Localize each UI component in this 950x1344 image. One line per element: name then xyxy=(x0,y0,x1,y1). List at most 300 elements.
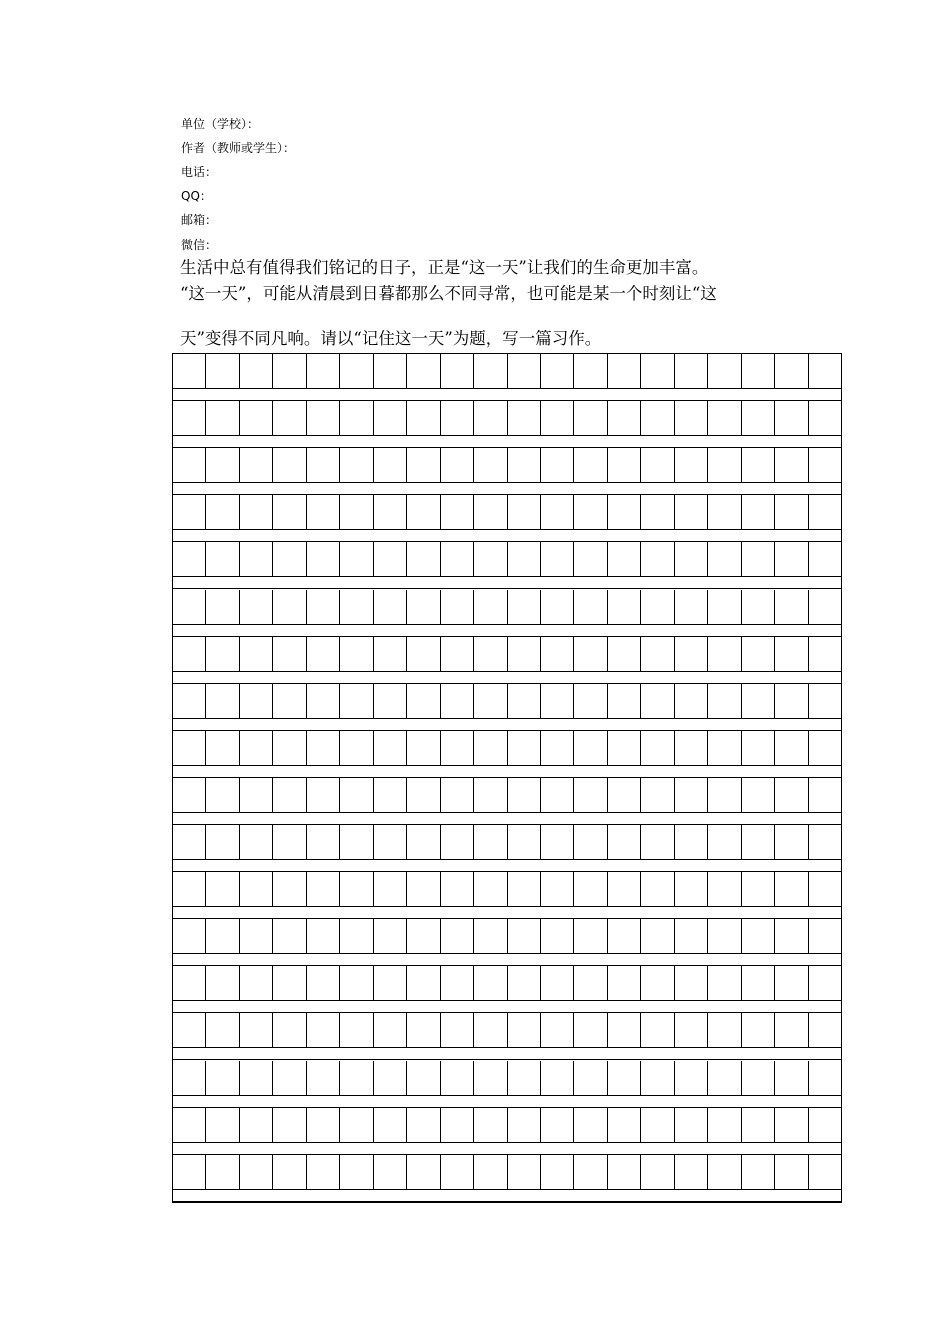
grid-cell xyxy=(541,1108,574,1142)
grid-cell xyxy=(374,731,407,765)
grid-cell xyxy=(775,872,808,906)
grid-cell xyxy=(340,354,373,388)
grid-cell xyxy=(775,448,808,482)
grid-cell xyxy=(508,778,541,812)
grid-row-gap xyxy=(173,953,841,966)
grid-cell xyxy=(508,1108,541,1142)
grid-cell xyxy=(340,1013,373,1047)
grid-row xyxy=(173,637,841,671)
grid-cell xyxy=(273,1155,306,1189)
grid-cell xyxy=(541,354,574,388)
author-field-label: 作者（教师或学生）： xyxy=(181,141,296,155)
grid-cell xyxy=(708,637,741,671)
grid-cell xyxy=(742,495,775,529)
grid-cell xyxy=(474,448,507,482)
grid-cell xyxy=(775,684,808,718)
grid-cell xyxy=(474,1061,507,1095)
grid-cell xyxy=(173,966,206,1000)
grid-row xyxy=(173,872,841,906)
grid-cell xyxy=(742,1061,775,1095)
grid-cell xyxy=(407,448,440,482)
grid-row-gap xyxy=(173,765,841,778)
grid-cell xyxy=(307,919,340,953)
grid-cell xyxy=(206,1155,239,1189)
grid-cell xyxy=(340,872,373,906)
grid-cell xyxy=(273,1108,306,1142)
prompt-line-1: 生活中总有值得我们铭记的日子，正是“这一天”让我们的生命更加丰富。 xyxy=(180,258,709,277)
grid-cell xyxy=(307,448,340,482)
grid-cell xyxy=(742,919,775,953)
grid-cell xyxy=(508,966,541,1000)
grid-cell xyxy=(173,731,206,765)
grid-cell xyxy=(173,1013,206,1047)
grid-cell xyxy=(541,966,574,1000)
grid-cell xyxy=(407,825,440,859)
grid-cell xyxy=(641,966,674,1000)
grid-cell xyxy=(474,542,507,576)
grid-cell xyxy=(608,966,641,1000)
grid-cell xyxy=(574,1061,607,1095)
grid-cell xyxy=(441,919,474,953)
grid-cell xyxy=(307,872,340,906)
grid-row xyxy=(173,1013,841,1047)
grid-cell xyxy=(809,966,841,1000)
grid-cell xyxy=(374,966,407,1000)
grid-cell xyxy=(608,778,641,812)
grid-cell xyxy=(508,919,541,953)
grid-cell xyxy=(641,1155,674,1189)
grid-cell xyxy=(307,590,340,624)
grid-cell xyxy=(574,1013,607,1047)
grid-cell xyxy=(541,590,574,624)
grid-cell xyxy=(240,1108,273,1142)
grid-cell xyxy=(374,919,407,953)
grid-cell xyxy=(742,401,775,435)
grid-cell xyxy=(307,401,340,435)
grid-cell xyxy=(407,1155,440,1189)
grid-cell xyxy=(441,1108,474,1142)
grid-cell xyxy=(775,495,808,529)
grid-cell xyxy=(809,495,841,529)
grid-row xyxy=(173,919,841,953)
grid-cell xyxy=(608,1108,641,1142)
grid-cell xyxy=(206,542,239,576)
grid-cell xyxy=(173,1155,206,1189)
grid-cell xyxy=(641,919,674,953)
grid-cell xyxy=(541,825,574,859)
grid-cell xyxy=(240,637,273,671)
grid-cell xyxy=(775,1013,808,1047)
grid-cell xyxy=(675,919,708,953)
grid-cell xyxy=(206,401,239,435)
grid-cell xyxy=(608,825,641,859)
email-field-label: 邮箱： xyxy=(181,213,218,227)
grid-cell xyxy=(273,1013,306,1047)
grid-cell xyxy=(775,590,808,624)
grid-row-gap xyxy=(173,388,841,401)
grid-cell xyxy=(775,1155,808,1189)
grid-cell xyxy=(407,590,440,624)
grid-cell xyxy=(206,684,239,718)
grid-cell xyxy=(508,637,541,671)
grid-cell xyxy=(340,778,373,812)
grid-cell xyxy=(206,354,239,388)
grid-row-gap xyxy=(173,1047,841,1060)
grid-cell xyxy=(273,495,306,529)
grid-row-gap xyxy=(173,671,841,684)
grid-cell xyxy=(809,448,841,482)
grid-cell xyxy=(809,684,841,718)
grid-cell xyxy=(407,778,440,812)
grid-cell xyxy=(641,590,674,624)
grid-cell xyxy=(340,731,373,765)
grid-cell xyxy=(708,1013,741,1047)
grid-cell xyxy=(675,684,708,718)
grid-cell xyxy=(206,495,239,529)
grid-cell xyxy=(374,1108,407,1142)
grid-cell xyxy=(574,919,607,953)
grid-cell xyxy=(809,401,841,435)
grid-cell xyxy=(809,919,841,953)
grid-cell xyxy=(641,495,674,529)
grid-cell xyxy=(474,637,507,671)
grid-cell xyxy=(574,1155,607,1189)
grid-cell xyxy=(541,919,574,953)
grid-cell xyxy=(340,590,373,624)
grid-cell xyxy=(307,1155,340,1189)
grid-cell xyxy=(474,495,507,529)
grid-cell xyxy=(273,731,306,765)
grid-cell xyxy=(574,354,607,388)
grid-cell xyxy=(675,1061,708,1095)
grid-cell xyxy=(675,590,708,624)
grid-cell xyxy=(742,684,775,718)
grid-cell xyxy=(407,495,440,529)
grid-cell xyxy=(173,1061,206,1095)
grid-cell xyxy=(508,495,541,529)
grid-cell xyxy=(508,731,541,765)
grid-row xyxy=(173,590,841,624)
grid-cell xyxy=(675,495,708,529)
grid-cell xyxy=(474,590,507,624)
grid-cell xyxy=(708,778,741,812)
grid-cell xyxy=(273,354,306,388)
grid-row-gap xyxy=(173,1000,841,1013)
grid-cell xyxy=(574,1108,607,1142)
grid-cell xyxy=(675,872,708,906)
grid-cell xyxy=(608,731,641,765)
grid-cell xyxy=(641,1013,674,1047)
grid-cell xyxy=(441,778,474,812)
grid-cell xyxy=(441,448,474,482)
grid-cell xyxy=(574,966,607,1000)
grid-cell xyxy=(675,401,708,435)
grid-row-gap xyxy=(173,812,841,825)
grid-cell xyxy=(641,872,674,906)
grid-cell xyxy=(407,637,440,671)
grid-cell xyxy=(273,825,306,859)
grid-cell xyxy=(541,448,574,482)
grid-cell xyxy=(240,1013,273,1047)
grid-cell xyxy=(273,637,306,671)
grid-cell xyxy=(273,590,306,624)
grid-cell xyxy=(173,495,206,529)
grid-cell xyxy=(574,542,607,576)
grid-cell xyxy=(307,778,340,812)
grid-cell xyxy=(508,354,541,388)
grid-cell xyxy=(240,778,273,812)
grid-cell xyxy=(675,731,708,765)
grid-cell xyxy=(675,966,708,1000)
grid-cell xyxy=(240,542,273,576)
grid-cell xyxy=(608,542,641,576)
grid-cell xyxy=(173,872,206,906)
grid-cell xyxy=(809,1013,841,1047)
grid-cell xyxy=(508,590,541,624)
grid-row xyxy=(173,495,841,529)
grid-cell xyxy=(340,684,373,718)
grid-row xyxy=(173,684,841,718)
grid-cell xyxy=(708,401,741,435)
grid-cell xyxy=(708,542,741,576)
grid-cell xyxy=(474,731,507,765)
grid-cell xyxy=(407,919,440,953)
grid-cell xyxy=(541,684,574,718)
grid-cell xyxy=(574,590,607,624)
grid-cell xyxy=(173,637,206,671)
grid-cell xyxy=(273,448,306,482)
grid-cell xyxy=(641,684,674,718)
grid-cell xyxy=(273,966,306,1000)
grid-cell xyxy=(809,1155,841,1189)
grid-cell xyxy=(574,731,607,765)
grid-cell xyxy=(742,778,775,812)
grid-cell xyxy=(608,354,641,388)
grid-cell xyxy=(273,684,306,718)
grid-cell xyxy=(441,872,474,906)
grid-cell xyxy=(708,684,741,718)
composition-grid xyxy=(172,353,842,1203)
grid-cell xyxy=(173,590,206,624)
grid-cell xyxy=(206,825,239,859)
grid-cell xyxy=(742,1013,775,1047)
grid-cell xyxy=(307,684,340,718)
qq-field-label: QQ： xyxy=(181,189,212,203)
grid-cell xyxy=(608,1061,641,1095)
grid-cell xyxy=(708,731,741,765)
grid-cell xyxy=(708,1061,741,1095)
grid-cell xyxy=(708,448,741,482)
grid-row-gap xyxy=(173,624,841,637)
grid-cell xyxy=(474,1155,507,1189)
grid-cell xyxy=(407,1108,440,1142)
grid-cell xyxy=(441,1013,474,1047)
grid-cell xyxy=(441,401,474,435)
grid-cell xyxy=(374,1061,407,1095)
grid-cell xyxy=(675,1013,708,1047)
grid-cell xyxy=(508,448,541,482)
grid-row-gap xyxy=(173,859,841,872)
grid-cell xyxy=(809,590,841,624)
grid-cell xyxy=(374,872,407,906)
grid-cell xyxy=(608,637,641,671)
grid-cell xyxy=(374,1155,407,1189)
grid-cell xyxy=(641,542,674,576)
grid-cell xyxy=(541,401,574,435)
grid-row xyxy=(173,825,841,859)
grid-cell xyxy=(407,966,440,1000)
grid-cell xyxy=(340,401,373,435)
school-field-label: 单位（学校）： xyxy=(181,117,260,131)
grid-cell xyxy=(675,825,708,859)
grid-cell xyxy=(441,731,474,765)
grid-cell xyxy=(508,1061,541,1095)
grid-cell xyxy=(206,778,239,812)
grid-row-gap xyxy=(173,435,841,448)
grid-cell xyxy=(173,778,206,812)
grid-cell xyxy=(809,731,841,765)
grid-cell xyxy=(775,637,808,671)
grid-cell xyxy=(608,590,641,624)
grid-cell xyxy=(441,542,474,576)
grid-cell xyxy=(307,1108,340,1142)
grid-cell xyxy=(775,731,808,765)
grid-cell xyxy=(574,495,607,529)
grid-cell xyxy=(675,354,708,388)
grid-cell xyxy=(608,919,641,953)
grid-cell xyxy=(742,590,775,624)
grid-cell xyxy=(206,590,239,624)
grid-cell xyxy=(374,542,407,576)
grid-cell xyxy=(809,872,841,906)
grid-cell xyxy=(574,825,607,859)
grid-cell xyxy=(340,542,373,576)
grid-cell xyxy=(541,495,574,529)
grid-cell xyxy=(340,919,373,953)
grid-cell xyxy=(775,1061,808,1095)
grid-cell xyxy=(307,825,340,859)
grid-cell xyxy=(307,966,340,1000)
grid-cell xyxy=(474,401,507,435)
grid-cell xyxy=(340,966,373,1000)
grid-cell xyxy=(474,825,507,859)
grid-cell xyxy=(708,919,741,953)
grid-row xyxy=(173,778,841,812)
grid-cell xyxy=(641,825,674,859)
grid-cell xyxy=(474,684,507,718)
grid-row-gap xyxy=(173,1142,841,1155)
grid-cell xyxy=(708,495,741,529)
grid-cell xyxy=(775,825,808,859)
grid-cell xyxy=(775,354,808,388)
grid-cell xyxy=(608,684,641,718)
grid-cell xyxy=(273,401,306,435)
grid-cell xyxy=(273,872,306,906)
grid-row xyxy=(173,731,841,765)
grid-cell xyxy=(307,495,340,529)
grid-row-gap xyxy=(173,1189,841,1202)
grid-cell xyxy=(173,684,206,718)
grid-cell xyxy=(374,401,407,435)
grid-cell xyxy=(206,637,239,671)
wechat-field-label: 微信： xyxy=(181,238,218,252)
grid-cell xyxy=(809,354,841,388)
grid-cell xyxy=(407,1013,440,1047)
grid-cell xyxy=(775,966,808,1000)
grid-cell xyxy=(240,919,273,953)
grid-cell xyxy=(574,401,607,435)
grid-cell xyxy=(708,966,741,1000)
grid-cell xyxy=(474,966,507,1000)
grid-cell xyxy=(407,872,440,906)
grid-cell xyxy=(608,1155,641,1189)
grid-cell xyxy=(641,731,674,765)
grid-cell xyxy=(474,919,507,953)
grid-cell xyxy=(574,778,607,812)
grid-cell xyxy=(407,354,440,388)
grid-cell xyxy=(374,637,407,671)
grid-cell xyxy=(508,684,541,718)
grid-cell xyxy=(441,966,474,1000)
grid-row-gap xyxy=(173,529,841,542)
grid-cell xyxy=(374,778,407,812)
grid-cell xyxy=(273,778,306,812)
grid-row xyxy=(173,1108,841,1142)
grid-cell xyxy=(340,637,373,671)
grid-cell xyxy=(641,448,674,482)
grid-cell xyxy=(374,495,407,529)
grid-cell xyxy=(307,637,340,671)
grid-cell xyxy=(240,448,273,482)
grid-cell xyxy=(574,448,607,482)
grid-cell xyxy=(340,825,373,859)
grid-cell xyxy=(675,1108,708,1142)
grid-cell xyxy=(541,1155,574,1189)
grid-cell xyxy=(307,354,340,388)
grid-cell xyxy=(742,872,775,906)
grid-cell xyxy=(474,872,507,906)
grid-row-gap xyxy=(173,576,841,589)
grid-cell xyxy=(775,542,808,576)
grid-cell xyxy=(809,778,841,812)
grid-cell xyxy=(307,731,340,765)
grid-cell xyxy=(809,1108,841,1142)
grid-cell xyxy=(474,1013,507,1047)
grid-cell xyxy=(742,1155,775,1189)
grid-cell xyxy=(407,731,440,765)
grid-cell xyxy=(508,542,541,576)
grid-cell xyxy=(173,401,206,435)
grid-cell xyxy=(608,495,641,529)
grid-cell xyxy=(608,448,641,482)
grid-cell xyxy=(441,1061,474,1095)
grid-cell xyxy=(273,919,306,953)
grid-cell xyxy=(407,1061,440,1095)
grid-cell xyxy=(508,1013,541,1047)
grid-cell xyxy=(240,495,273,529)
grid-cell xyxy=(574,872,607,906)
grid-cell xyxy=(173,825,206,859)
grid-cell xyxy=(675,1155,708,1189)
grid-cell xyxy=(240,731,273,765)
grid-cell xyxy=(240,872,273,906)
grid-cell xyxy=(307,542,340,576)
grid-cell xyxy=(441,354,474,388)
grid-cell xyxy=(441,495,474,529)
grid-cell xyxy=(641,778,674,812)
grid-cell xyxy=(708,590,741,624)
grid-cell xyxy=(206,966,239,1000)
